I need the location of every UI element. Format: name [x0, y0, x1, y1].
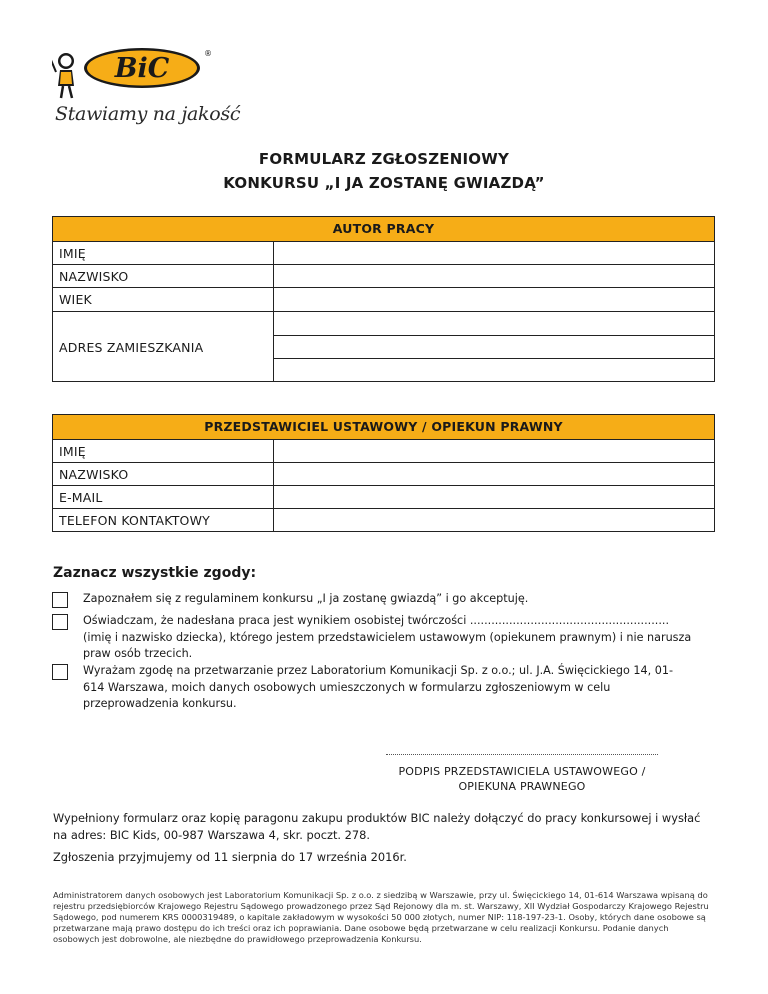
guardian-phone-field[interactable] [273, 509, 714, 532]
signature-label: PODPIS PRZEDSTAWICIELA USTAWOWEGO / OPIEKUNA PRAWNEGO [398, 765, 646, 793]
guardian-email-field[interactable] [273, 486, 714, 508]
bic-logo [52, 46, 212, 106]
guardian-email-row [53, 486, 714, 509]
author-name-label: IMIĘ [59, 245, 86, 261]
author-age-label: WIEK [59, 292, 92, 307]
guardian-phone-row [53, 509, 714, 532]
author-surname-row [53, 265, 714, 288]
author-table [52, 216, 715, 382]
consent-text-data-processing: Wyrażam zgodę na przetwarzanie przez Laboratorium Komunikacji Sp. z o.o.; ul. J.A. Święcickiego 14, 01-614 Warszawa, moich danych osobowych umieszczonych w formularzu zgłoszeniowym w celu przeprowadzenia konkursu. [83, 664, 673, 710]
author-address-label: ADRES ZAMIESZKANIA [59, 339, 204, 355]
author-address-row [53, 312, 714, 382]
guardian-name-row [53, 440, 714, 463]
form-title-line1: FORMULARZ ZGŁOSZENIOWY [258, 150, 510, 168]
guardian-name-label: IMIĘ [59, 443, 86, 459]
guardian-surname-field[interactable] [273, 463, 714, 485]
form-title-line2: KONKURSU „I JA ZOSTANĘ GWIAZDĄ” [223, 174, 545, 192]
author-table-header: AUTOR PRACY [53, 217, 714, 242]
consent-checkbox-regulations[interactable] [52, 592, 68, 608]
author-address-field-2[interactable] [274, 336, 714, 360]
author-age-field[interactable] [273, 288, 714, 311]
author-age-row [53, 288, 714, 312]
guardian-email-label: E-MAIL [59, 489, 103, 505]
guardian-table-header: PRZEDSTAWICIEL USTAWOWY / OPIEKUN PRAWNY [53, 415, 714, 440]
consent-text-authorship: Oświadczam, że nadesłana praca jest wynikiem osobistej twórczości ........................................................ (imię i nazwisko dziecka), którego jestem przedstawicielem ustawowym (opiekunem prawnym) i nie narusza praw osób trzecich. [83, 614, 692, 660]
guardian-phone-label: TELEFON KONTAKTOWY [59, 513, 210, 528]
author-name-field[interactable] [273, 242, 714, 264]
consent-heading: Zaznacz wszystkie zgody: [53, 565, 257, 581]
guardian-surname-label: NAZWISKO [59, 466, 129, 482]
consent-checkbox-authorship[interactable] [52, 614, 68, 630]
submission-dates: Zgłoszenia przyjmujemy od 11 sierpnia do 17 września 2016r. [53, 850, 407, 864]
guardian-surname-row [53, 463, 714, 486]
submission-instructions: Wypełniony formularz oraz kopię paragonu zakupu produktów BIC należy dołączyć do pracy konkursowej i wysłać na adres: BIC Kids, 00-987 Warszawa 4, skr. poczt. 278. [53, 811, 701, 842]
guardian-name-field[interactable] [273, 440, 714, 462]
author-surname-field[interactable] [273, 265, 714, 287]
bic-boy-mascot-icon [52, 53, 74, 98]
consent-item-regulations [52, 591, 692, 608]
consent-text-regulations: Zapoznałem się z regulaminem konkursu „I ja zostanę gwiazdą” i go akceptuję. [83, 592, 529, 605]
signature-line[interactable] [386, 754, 658, 755]
registered-mark: ® [204, 49, 212, 58]
guardian-table [52, 414, 715, 532]
author-surname-label: NAZWISKO [59, 268, 129, 284]
brand-wordmark: BiC [114, 53, 170, 84]
author-address-field-1[interactable] [274, 312, 714, 336]
consent-item-authorship [52, 613, 692, 663]
consent-item-data-processing [52, 663, 692, 713]
author-name-row [53, 242, 714, 265]
tagline: Stawiamy na jakość [55, 103, 241, 125]
consent-checkbox-data-processing[interactable] [52, 664, 68, 680]
author-address-field-3[interactable] [274, 359, 714, 382]
legal-notice: Administratorem danych osobowych jest Laboratorium Komunikacji Sp. z o.o. z siedzibą w Warszawie, przy ul. Święcickiego 14, 01-614 Warszawa wpisaną do rejestru przedsiębiorców Krajowego Rejestru Sądowego prowadzonego przez Sąd Rejonowy dla m. st. Warszawy, XII Wydział Gospodarczy Krajowego Rejestru Sądowego, pod numerem KRS 0000319489, o kapitale zakładowym w wysokości 50 000 złotych, numer NIP: 118-197-23-1. Osoby, których dane osobowe są przetwarzane mają prawo dostępu do ich treści oraz ich poprawiania. Dane osobowe będą przetwarzane w celu realizacji Konkursu. Podanie danych osobowych jest dobrowolne, ale niezbędne do prawidłowego przeprowadzenia Konkursu. [53, 890, 709, 944]
